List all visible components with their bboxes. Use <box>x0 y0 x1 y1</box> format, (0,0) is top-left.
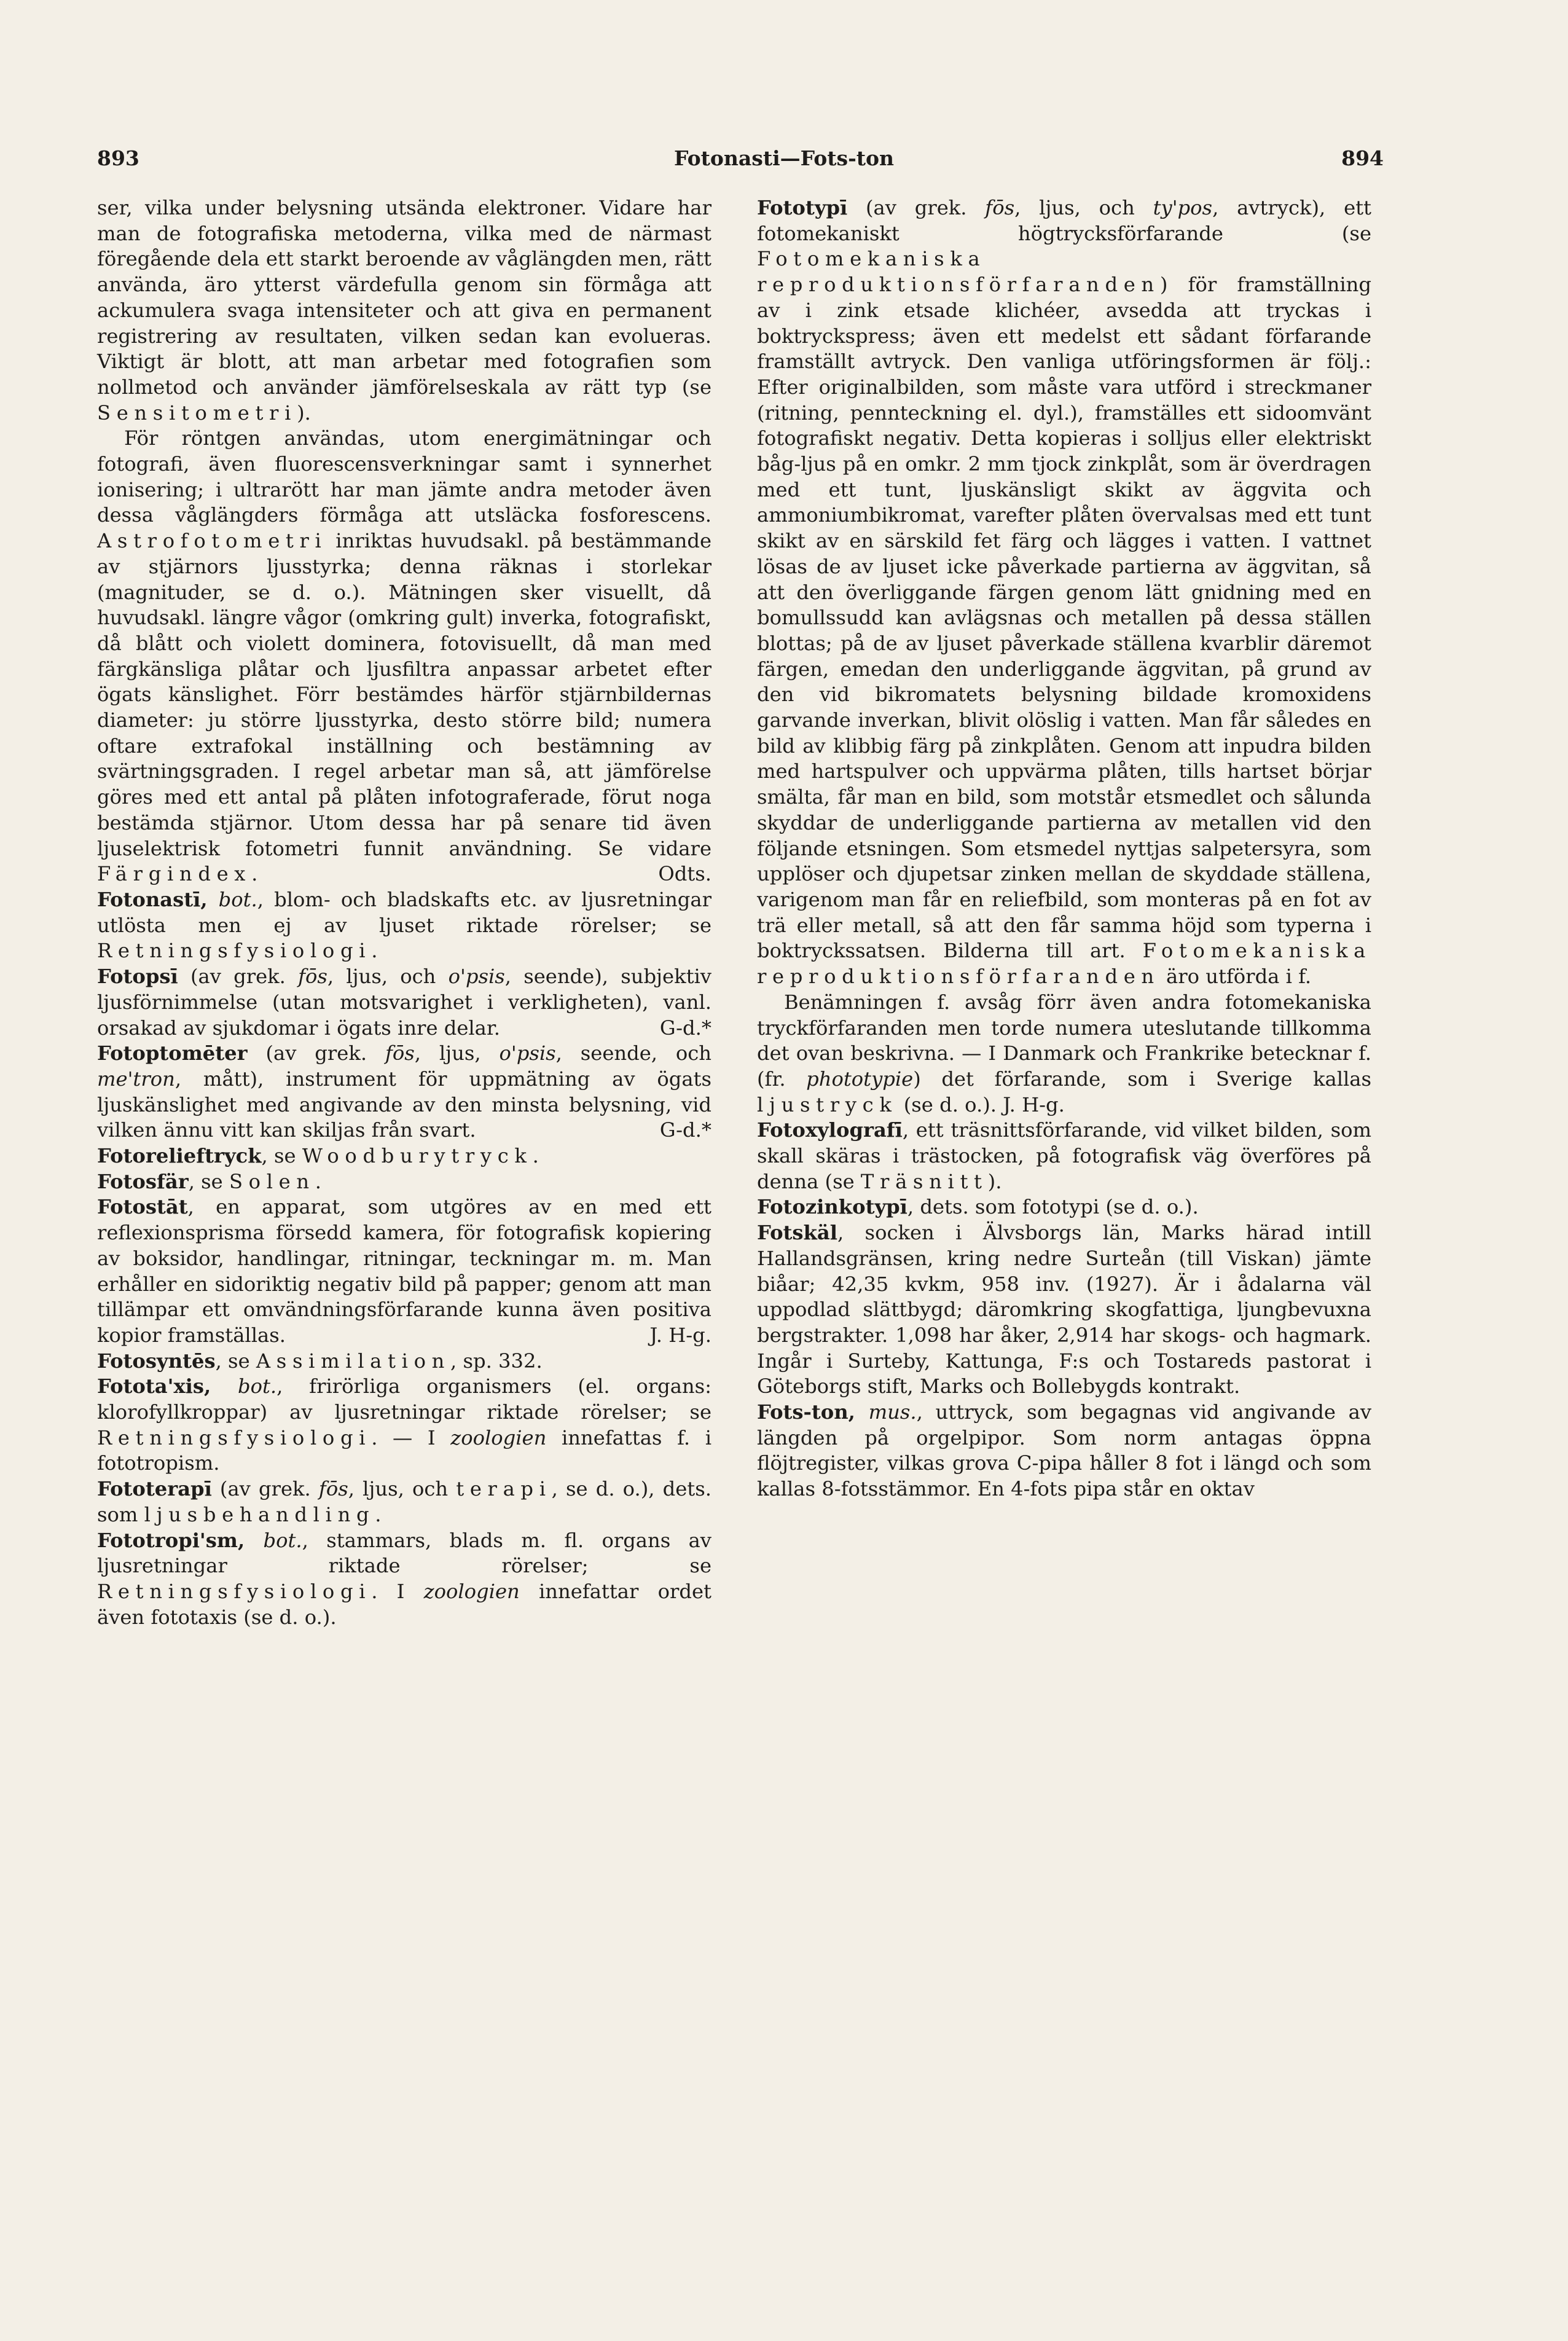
italic-term: o'psis <box>499 1041 556 1065</box>
entry-text: (se d. o.). J. H-g. <box>897 1092 1065 1116</box>
running-title: Fotonasti—Fots-ton <box>673 146 895 170</box>
entry-text: , en apparat, som utgöres av en med ett reflexionsprisma försedd kamera, för fotografisk kopiering av boksidor, handlingar, ritningar, teckningar m. m. Man erhåller en sidoriktig negativ bild på papper; genom att man tillämpar ett omvändningsförfarande kunna även positiva kopior framställas. <box>97 1195 711 1347</box>
cross-reference: Färgindex <box>97 862 252 886</box>
entry-text: , uttryck, som begagnas vid angivande av längden på orgelpipor. Som norm antagas öppna flöjtregister, vilkas grova C-pipa håller 8 fot i längd och som kallas 8-fotsstämmor. En 4-fots pipa står en oktav <box>757 1400 1372 1501</box>
cross-reference: terapi <box>456 1477 552 1501</box>
entry-headword: Fototropi'sm, <box>97 1528 264 1552</box>
entry-text: ). <box>987 1169 1002 1193</box>
entry-text: . <box>532 1144 539 1168</box>
cross-reference: Woodburytryck <box>302 1144 533 1168</box>
entry-text: . — I <box>371 1425 451 1449</box>
entry-paragraph <box>97 195 711 426</box>
entry-text: , blom- och bladskafts etc. av ljusretningar utlösta men ej av ljuset riktade rörelser; se <box>97 887 711 937</box>
cross-reference: Retningsfysiologi <box>97 1579 372 1603</box>
entry-paragraph <box>97 1528 711 1631</box>
italic-term: o'psis <box>448 965 505 989</box>
author-signature: J. H-g. <box>649 1323 711 1347</box>
entry-paragraph <box>757 1118 1371 1194</box>
entry-text: , ljus, och <box>348 1477 457 1501</box>
italic-term: zoologien <box>423 1579 520 1603</box>
entry-text: , se <box>261 1144 302 1168</box>
italic-term: bot. <box>237 1374 277 1398</box>
entry-paragraph <box>97 1041 711 1143</box>
entry-paragraph <box>97 1169 711 1195</box>
entry-text: , ett träsnittsförfarande, vid vilket bilden, som skall skäras i trästocken, på fotografisk väg överföres på denna (se <box>757 1118 1371 1193</box>
entry-text: ser, vilka under belysning utsända elektroner. Vidare har man de fotografiska metoderna, vilka med de närmast föregående dela ett starkt beroende av våglängden men, rätt använda, äro ytterst värdefulla genom sin förmåga att ackumulera svaga intensiteter och att giva en permanent registrering av resultaten, vilken sedan kan evolueras. Viktigt är blott, att man arbetar med fotografien som nollmetod och använder jämförelseskala av rätt typ (se <box>97 196 711 399</box>
entry-headword: Fototerapī <box>97 1477 212 1501</box>
cross-reference: Astrofotometri <box>97 529 327 553</box>
author-signature: Odts. <box>658 862 711 886</box>
entry-text: , frirörliga organismers (el. organs: klorofyllkroppar) av ljusretningar riktade rörelser; se <box>97 1374 711 1424</box>
entry-headword: Fotorelieftryck <box>97 1144 262 1168</box>
entry-paragraph <box>757 990 1371 1118</box>
entry-paragraph <box>97 426 711 887</box>
entry-headword: Fots-ton, <box>757 1400 869 1424</box>
entry-text: (av grek. <box>847 196 986 219</box>
entry-text: . I <box>371 1579 424 1603</box>
entry-headword: Fotosyntēs <box>97 1349 216 1373</box>
entry-text: , dets. som fototypi (se d. o.). <box>907 1195 1199 1219</box>
entry-text: , seende, och <box>555 1041 712 1065</box>
entry-paragraph <box>97 1349 711 1374</box>
cross-reference: Solen <box>229 1169 315 1193</box>
italic-term: zoologien <box>450 1425 547 1449</box>
entry-text: , ljus, och <box>1014 196 1153 219</box>
entry-text: , se d. o.), dets. som <box>97 1477 711 1526</box>
entry-text: , ljus, och <box>327 965 449 989</box>
entry-paragraph <box>97 1194 711 1348</box>
cross-reference: Sensitometri <box>97 401 297 425</box>
entry-text: (av grek. <box>178 965 299 989</box>
cross-reference: Fotomekaniska reproduktionsförfaranden <box>757 939 1371 989</box>
entry-text: , seende), subjektiv ljusförnimmelse (utan motsvarighet i verkligheten), vanl. orsakad av sjukdomar i ögats inre delar. <box>97 965 711 1040</box>
cross-reference: ljusbehandling <box>144 1502 375 1526</box>
entry-headword: Fotozinkotypī <box>757 1195 907 1219</box>
entry-text: , ljus, <box>414 1041 500 1065</box>
entry-text: , se <box>215 1349 256 1373</box>
entry-text: ) för framställning av i zink etsade klichéer, avsedda att tryckas i boktryckspress; även ett medelst ett sådant förfarande framställt avtryck. Den vanliga utföringsformen är följ.: Efter originalbilden, som måste vara utförd i streckmaner (ritning, pennteckning el. dyl.), framställes ett sidoomvänt fotografiskt negativ. Detta kopieras i solljus eller elektriskt båg-ljus på en omkr. 2 mm tjock zinkplåt, som är överdragen med ett tunt, ljuskänsligt skikt av äggvita och ammoniumbikromat, varefter plåten övervalsas med ett tunt skikt av en särskild fet färg och lägges i vatten. I vattnet lösas de av ljuset icke påverkade partierna av äggvitan, så att den överliggande färgen genom lätt gnidning med en bomullssudd kan avlägsnas och metallen på dessa ställen blottas; på de av ljuset påverkade ställena kvarblir däremot färgen, emedan den underliggande äggvitan, på grund av den vid bikromatets belysning bildade kromoxidens garvande inverkan, blivit olöslig i vatten. Man får således en bild av klibbig färg på zinkplåten. Genom att inpudra bilden med hartspulver och uppvärma plåten, tills hartset börjar smälta, får man en bild, som motstår etsmedlet och sålunda skyddar de underliggande partierna av metallen vid den följande etsningen. Som etsmedel nyttjas salpetersyra, som upplöser och djupetsar zinken mellan de skyddade ställena, varigenom man får en reliefbild, som monteras på en fot av trä eller metall, så att den får samma höjd som typerna i boktryckssatsen. Bilderna till art. <box>757 273 1371 963</box>
entry-paragraph <box>757 1194 1371 1220</box>
page-number-right: 894 <box>1341 146 1384 170</box>
entry-paragraph <box>97 887 711 964</box>
entry-text: För röntgen användas, utom energimätningar och fotografi, även fluorescensverkningar samt i synnerhet ionisering; i ultrarött har man jämte andra metoder även dessa våglängders förmåga att utsläcka fosforescens. <box>97 426 711 527</box>
entry-headword: Fotonastī, <box>97 887 219 911</box>
entry-headword: Fototypī <box>757 196 848 219</box>
entry-paragraph <box>97 1374 711 1476</box>
entry-text: , mått), instrument för uppmätning av ögats ljuskänslighet med angivande av den minsta belysning, vid vilken ännu vitt kan skiljas från svart. <box>97 1067 711 1142</box>
entry-paragraph <box>97 964 711 1041</box>
entry-text: innefattar ordet även fototaxis (se d. o.). <box>97 1579 711 1629</box>
entry-text: . <box>315 1169 321 1193</box>
entry-text: , avtryck), ett fotomekaniskt högtrycksförfarande (se <box>757 196 1371 245</box>
entry-text: ) det förfarande, som i Sverige kallas <box>913 1067 1371 1091</box>
left-column <box>97 195 711 1630</box>
entry-paragraph <box>757 1400 1371 1502</box>
italic-term: mus. <box>868 1400 917 1424</box>
entry-headword: Fotskäl <box>757 1221 837 1245</box>
entry-text: . <box>371 939 378 963</box>
cross-reference: Assimilation <box>256 1349 450 1373</box>
entry-text: äro utförda i f. <box>1159 965 1312 989</box>
entry-text: , socken i Älvsborgs län, Marks härad intill Hallandsgränsen, kring nedre Surteån (till Viskan) jämte biåar; 42,35 kvkm, 958 inv. (1927). Är i ådalarna väl uppodlad slättbygd; däromkring skogfattiga, ljungbevuxna bergstrakter. 1,098 har åker, 2,914 har skogs- och hagmark. Ingår i Surteby, Kattunga, F:s och Tostareds pastorat i Göteborgs stift, Marks och Bollebygds kontrakt. <box>757 1221 1371 1398</box>
italic-term: phototypie <box>806 1067 914 1091</box>
author-signature: G-d.* <box>659 1016 711 1040</box>
entry-text: , stammars, blads m. fl. organs av ljusretningar riktade rörelser; se <box>97 1528 711 1578</box>
entry-text: . <box>251 862 258 886</box>
entry-headword: Fotota'xis, <box>97 1374 238 1398</box>
right-column <box>757 195 1371 1502</box>
entry-text: . <box>375 1502 382 1526</box>
cross-reference: Träsnitt <box>860 1169 988 1193</box>
entry-text: Benämningen f. avsåg förr även andra fotomekaniska tryckförfaranden men torde numera uteslutande tillkomma det ovan beskrivna. — I Danmark och Frankrike betecknar f. (fr. <box>757 990 1371 1091</box>
entry-text: (av grek. <box>211 1477 319 1501</box>
cross-reference: Retningsfysiologi <box>97 1425 372 1449</box>
page-header <box>0 146 1568 183</box>
entry-text: , sp. 332. <box>450 1349 543 1373</box>
entry-paragraph <box>97 1143 711 1169</box>
italic-term: fōs <box>385 1041 415 1065</box>
entry-headword: Fotostāt <box>97 1195 188 1219</box>
cross-reference: Retningsfysiologi <box>97 939 372 963</box>
italic-term: fōs <box>985 196 1015 219</box>
italic-term: bot. <box>263 1528 302 1552</box>
italic-term: me'tron <box>97 1067 175 1091</box>
entry-headword: Fotoptomēter <box>97 1041 248 1065</box>
entry-text: innefattas f. i fototropism. <box>97 1425 711 1475</box>
cross-reference: ljustryck <box>757 1092 898 1116</box>
entry-text: (av grek. <box>247 1041 385 1065</box>
entry-text: ). <box>297 401 311 425</box>
entry-headword: Fotopsī <box>97 965 178 989</box>
page-number-left: 893 <box>97 146 139 170</box>
entry-paragraph <box>757 195 1371 990</box>
italic-term: fōs <box>318 1477 348 1501</box>
italic-term: ty'pos <box>1153 196 1213 219</box>
entry-paragraph <box>97 1476 711 1527</box>
cross-reference: Fotomekaniska reproduktionsförfaranden <box>757 247 1160 297</box>
entry-headword: Fotoxylografī <box>757 1118 903 1142</box>
entry-headword: Fotosfär <box>97 1169 189 1193</box>
italic-term: bot. <box>218 887 257 911</box>
entry-text: , se <box>188 1169 229 1193</box>
entry-paragraph <box>757 1220 1371 1400</box>
italic-term: fōs <box>298 965 327 989</box>
author-signature: G-d.* <box>659 1118 711 1142</box>
entry-text: inriktas huvudsakl. på bestämmande av stjärnors ljusstyrka; denna räknas i storlekar (magnituder, se d. o.). Mätningen sker visuellt, då huvudsakl. längre vågor (omkring gult) inverka, fotografiskt, då blått och violett dominera, fotovisuellt, då man med färgkänsliga plåtar och ljusfiltra anpassar arbetet efter ögats känslighet. Förr bestämdes härför stjärnbildernas diameter: ju större ljusstyrka, desto större bild; numera oftare extrafokal inställning och bestämning av svärtningsgraden. I regel arbetar man så, att jämförelse göres med ett antal på plåten infotograferade, förut noga bestämda stjärnor. Utom dessa har på senare tid även ljuselektrisk fotometri funnit användning. Se vidare <box>97 529 711 860</box>
